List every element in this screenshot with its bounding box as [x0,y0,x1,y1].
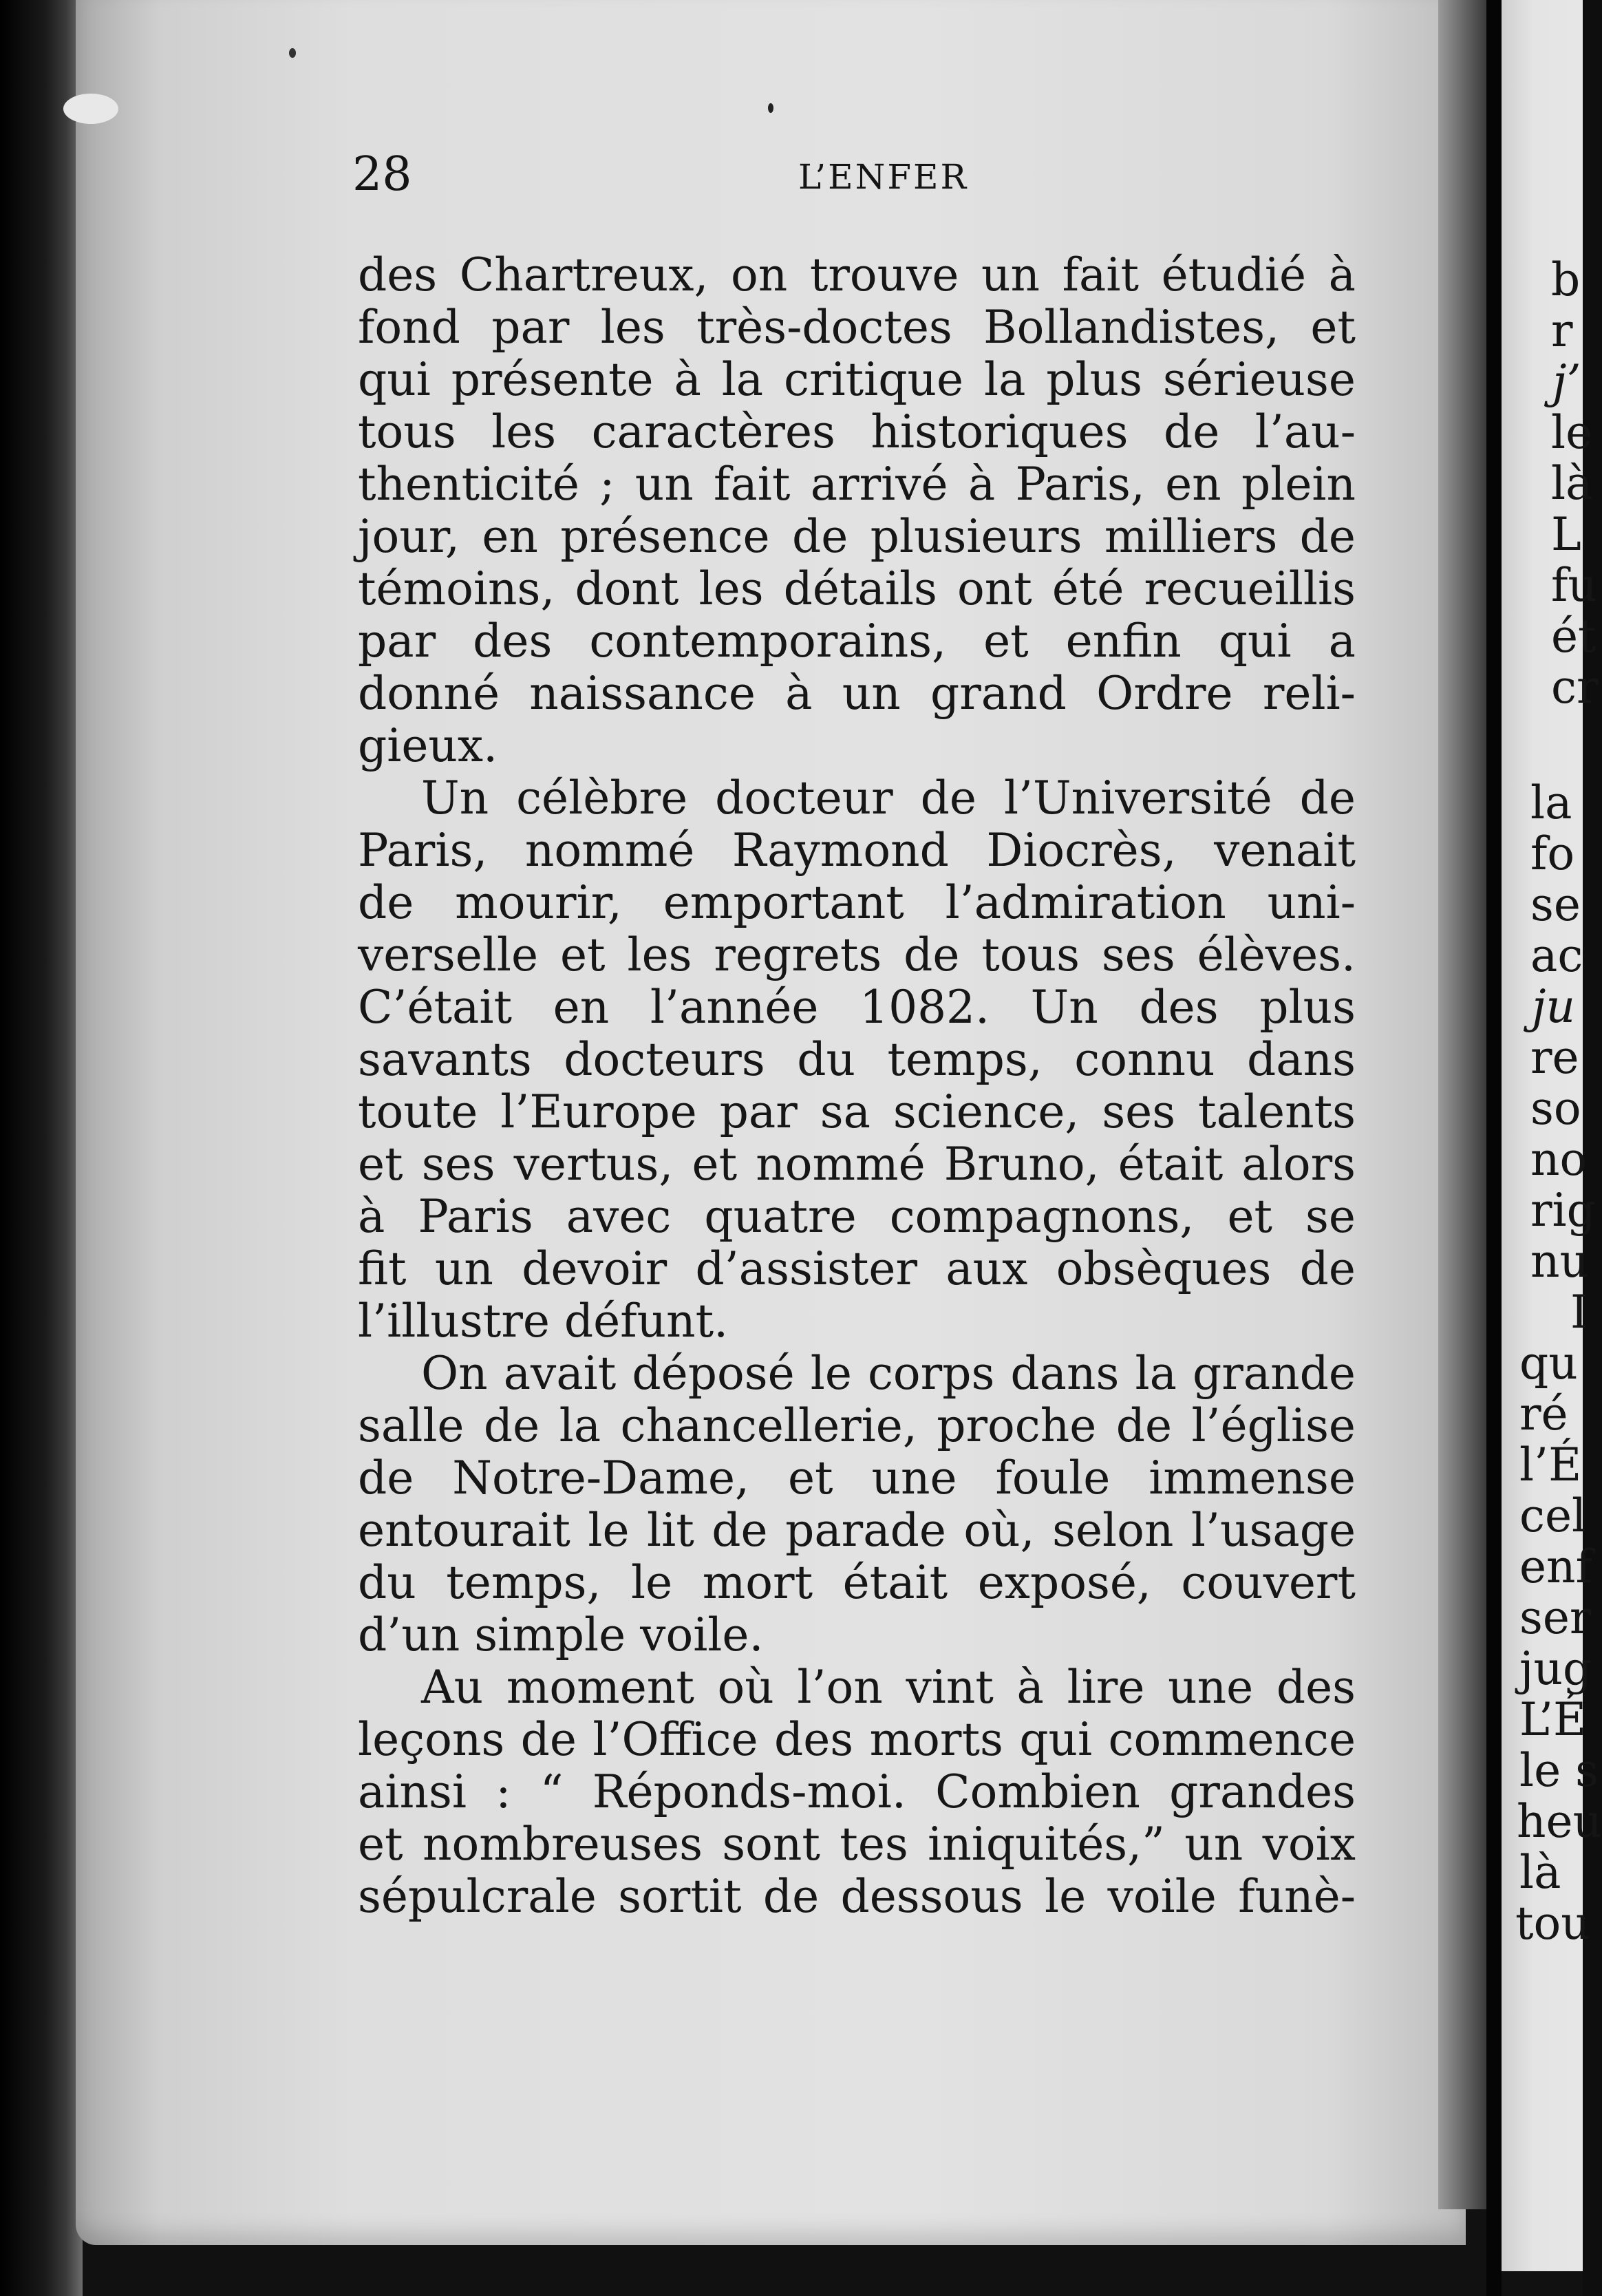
binding-shadow [0,0,83,2296]
facing-text-fragment: L [1551,508,1581,561]
text-line: On avait déposé le corps dans la grande [421,1347,1356,1400]
facing-text-fragment: qu [1519,1337,1578,1390]
text-line: du temps, le mort était exposé, couvert [358,1556,1356,1609]
ink-dot [289,48,296,58]
text-line: témoins, dont les détails ont été recueillis [358,562,1356,615]
text-line: Au moment où l’on vint à lire une des [421,1661,1356,1714]
facing-text-fragment: le s [1519,1744,1599,1797]
facing-text-fragment: là [1551,457,1593,510]
facing-text-fragment: fu [1551,559,1597,612]
facing-page [1502,0,1602,2271]
facing-text-fragment: rig [1530,1184,1596,1237]
text-line: qui présente à la critique la plus sérieuse [358,353,1356,406]
text-line: savants docteurs du temps, connu dans [358,1033,1356,1086]
text-line: Un célèbre docteur de l’Université de [421,772,1356,825]
facing-text-fragment: re [1530,1031,1579,1084]
page-fore-edge [1438,0,1486,2209]
facing-text-fragment: nu [1530,1235,1590,1288]
facing-text-fragment: l’É [1519,1438,1582,1491]
facing-text-fragment: j’ [1552,355,1581,408]
facing-text-fragment: b [1551,253,1581,306]
text-line: thenticité ; un fait arrivé à Paris, en plein [358,458,1356,511]
facing-text-fragment: cr [1551,661,1599,714]
text-line: et nombreuses sont tes iniquités,” un voix [358,1818,1356,1871]
facing-text-fragment: ju [1532,980,1575,1033]
text-line: l’illustre défunt. [358,1295,729,1348]
text-line: donné naissance à un grand Ordre reli- [358,667,1356,720]
facing-text-fragment: ét [1551,610,1596,663]
gutter [1486,0,1502,2296]
text-line: Paris, nommé Raymond Diocrès, venait [358,824,1356,877]
facing-text-fragment: cel [1519,1489,1587,1542]
facing-text-fragment: I [1570,1286,1589,1339]
facing-text-fragment: so [1530,1082,1581,1135]
facing-text-fragment: jug [1519,1642,1592,1695]
page-number: 28 [352,147,412,202]
facing-text-fragment: là [1519,1846,1561,1899]
text-line: toute l’Europe par sa science, ses talents [358,1085,1356,1138]
facing-text-fragment: ré [1519,1388,1568,1441]
facing-text-fragment: ser [1519,1591,1592,1644]
text-line: d’un simple voile. [358,1608,764,1661]
body-text [358,249,1356,1923]
facing-text-fragment: enf [1519,1540,1592,1593]
text-line: salle de la chancellerie, proche de l’église [358,1399,1356,1452]
facing-text-fragment: tou [1515,1897,1590,1950]
text-line: leçons de l’Office des morts qui commence [358,1713,1356,1766]
text-line: jour, en présence de plusieurs milliers de [358,510,1356,563]
running-title: L’ENFER [798,157,969,197]
text-line: tous les caractères historiques de l’au- [358,405,1356,458]
facing-text-fragment: r [1551,304,1573,357]
facing-text-fragment: la [1530,776,1572,829]
facing-text-fragment: L’É [1519,1693,1587,1746]
text-line: entourait le lit de parade où, selon l’usage [358,1504,1356,1557]
facing-text-fragment: ac [1530,929,1583,982]
ink-dot [768,103,773,113]
text-line: de Notre-Dame, et une foule immense [358,1452,1356,1505]
text-line: de mourir, emportant l’admiration uni- [358,876,1356,929]
facing-text-fragment: se [1530,878,1581,931]
facing-text-fragment: fo [1530,827,1575,880]
text-line: à Paris avec quatre compagnons, et se [358,1190,1356,1243]
facing-text-fragment: no [1530,1133,1588,1186]
facing-text-fragment: le [1551,406,1593,459]
text-line: fit un devoir d’assister aux obsèques de [358,1242,1356,1295]
text-line: C’était en l’année 1082. Un des plus [358,981,1356,1034]
text-line: des Chartreux, on trouve un fait étudié à [358,248,1356,301]
text-line: fond par les très-doctes Bollandistes, et [358,301,1356,354]
paper-speck [63,94,118,124]
text-line: et ses vertus, et nommé Bruno, était alors [358,1138,1356,1191]
text-line: ainsi : “ Réponds-moi. Combien grandes [358,1765,1356,1818]
text-line: par des contemporains, et enfin qui a [358,615,1356,668]
text-line: verselle et les regrets de tous ses élèves. [358,928,1356,981]
text-line: sépulcrale sortit de dessous le voile funè- [358,1870,1356,1923]
facing-text-fragment: heu [1517,1795,1602,1848]
text-line: gieux. [358,719,498,772]
